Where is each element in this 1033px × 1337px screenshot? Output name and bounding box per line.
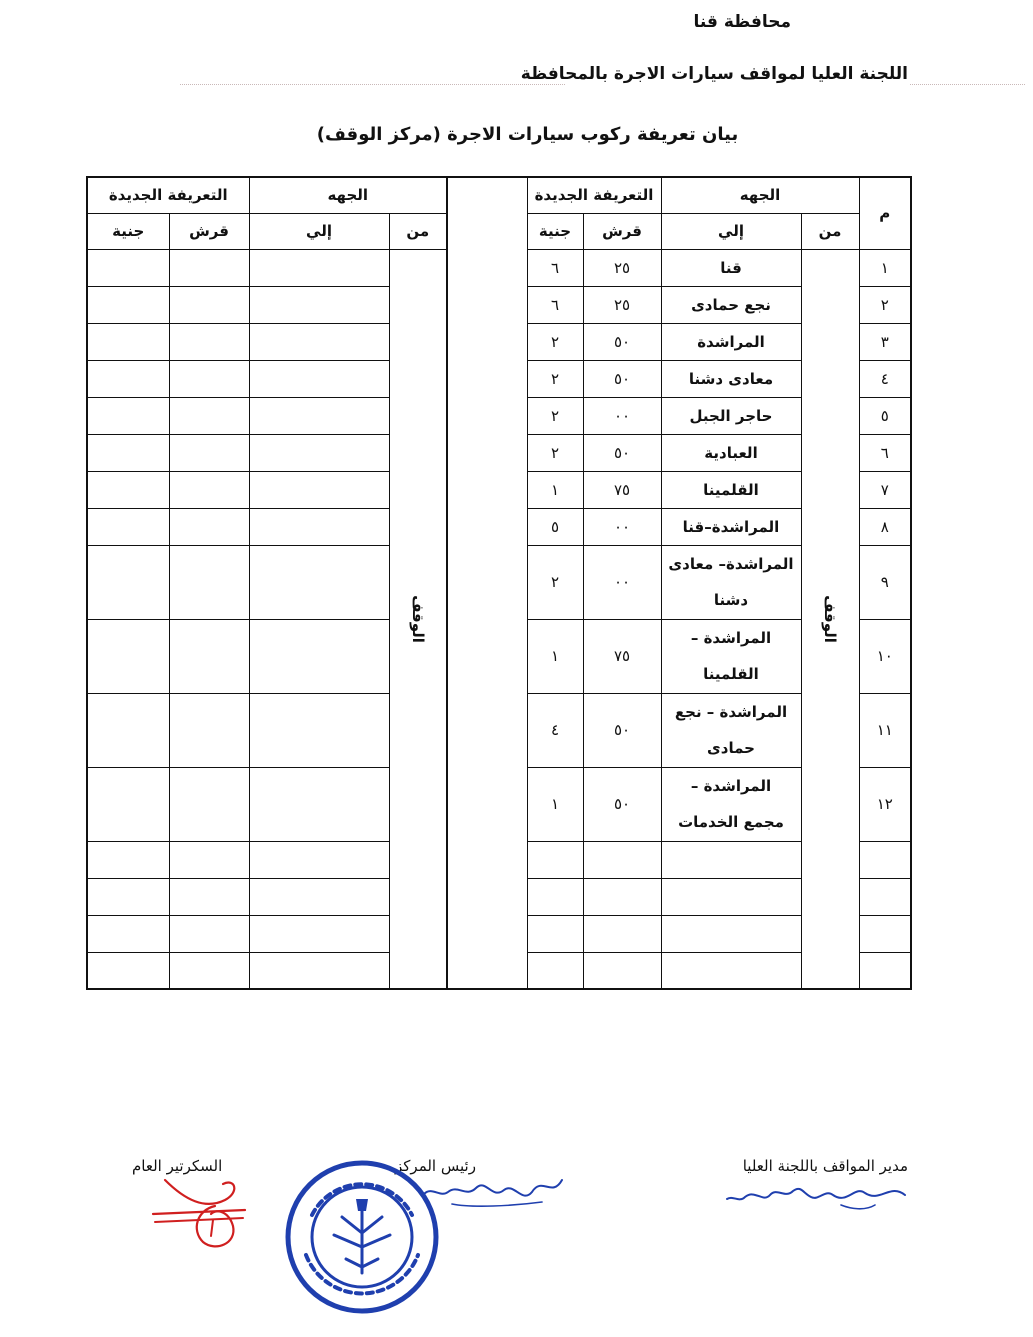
empty-cell bbox=[249, 249, 389, 286]
index-header: م bbox=[859, 177, 911, 249]
pounds-value: ٢ bbox=[527, 434, 583, 471]
empty-cell bbox=[87, 841, 169, 878]
pounds-value: ٢ bbox=[527, 397, 583, 434]
row-number: ١ bbox=[859, 249, 911, 286]
destination-line-2: دشنا bbox=[713, 591, 749, 609]
manager-signature-title: مدير المواقف باللجنة العليا bbox=[742, 1157, 908, 1175]
piasters-value: ٥٠ bbox=[583, 693, 661, 767]
pounds-header: جنية bbox=[527, 213, 583, 249]
destination-line-2: مجمع الخدمات bbox=[678, 813, 784, 831]
pounds-value: ٢ bbox=[527, 545, 583, 619]
row-number: ٩ bbox=[859, 545, 911, 619]
destination-line-1: المراشدة – bbox=[690, 629, 772, 647]
direction-header: الجهه bbox=[661, 177, 859, 213]
empty-cell bbox=[169, 767, 249, 841]
row-number: ٣ bbox=[859, 323, 911, 360]
empty-cell bbox=[249, 545, 389, 619]
piasters-value: ٢٥ bbox=[583, 249, 661, 286]
destination: المراشدة bbox=[661, 323, 801, 360]
header-divider-right bbox=[910, 84, 1025, 85]
piasters-value: ٠٠ bbox=[583, 508, 661, 545]
pounds-value: ٦ bbox=[527, 249, 583, 286]
empty-cell bbox=[249, 286, 389, 323]
piasters-header: قرش bbox=[583, 213, 661, 249]
empty-cell bbox=[859, 841, 911, 878]
empty-cell bbox=[87, 915, 169, 952]
row-number: ٨ bbox=[859, 508, 911, 545]
empty-cell bbox=[87, 397, 169, 434]
empty-cell bbox=[661, 952, 801, 989]
empty-cell bbox=[527, 878, 583, 915]
empty-cell bbox=[583, 841, 661, 878]
empty-cell bbox=[249, 471, 389, 508]
empty-cell bbox=[859, 952, 911, 989]
piasters-value: ٥٠ bbox=[583, 434, 661, 471]
pounds-value: ٢ bbox=[527, 360, 583, 397]
row-number: ٤ bbox=[859, 360, 911, 397]
piasters-value: ٢٥ bbox=[583, 286, 661, 323]
destination: قنا bbox=[661, 249, 801, 286]
destination-line-1: المراشدة – نجع bbox=[674, 703, 788, 721]
row-number: ١٢ bbox=[859, 767, 911, 841]
empty-cell bbox=[169, 693, 249, 767]
empty-cell bbox=[169, 952, 249, 989]
empty-cell bbox=[583, 878, 661, 915]
page-title: بيان تعريفة ركوب سيارات الاجرة (مركز الوقف) bbox=[316, 124, 739, 145]
empty-cell bbox=[527, 841, 583, 878]
piasters-value: ٧٥ bbox=[583, 471, 661, 508]
destination: القلمينا bbox=[661, 471, 801, 508]
empty-cell bbox=[249, 508, 389, 545]
secretary-signature bbox=[145, 1170, 255, 1255]
empty-cell bbox=[249, 323, 389, 360]
destination: حاجر الجبل bbox=[661, 397, 801, 434]
direction-header: الجهه bbox=[249, 177, 447, 213]
empty-cell bbox=[169, 471, 249, 508]
destination-line-1: المراشدة– معادى bbox=[668, 555, 794, 573]
tariff-table bbox=[446, 176, 912, 990]
destination: نجع حمادى bbox=[661, 286, 801, 323]
empty-cell bbox=[87, 545, 169, 619]
empty-tariff-table bbox=[86, 176, 448, 990]
empty-cell bbox=[249, 360, 389, 397]
empty-cell bbox=[87, 434, 169, 471]
destination-line-1: المراشدة – bbox=[690, 777, 772, 795]
empty-cell bbox=[169, 878, 249, 915]
empty-cell bbox=[169, 249, 249, 286]
empty-cell bbox=[249, 693, 389, 767]
empty-cell bbox=[527, 952, 583, 989]
pounds-value: ٤ bbox=[527, 693, 583, 767]
empty-cell bbox=[583, 952, 661, 989]
empty-cell bbox=[87, 619, 169, 693]
empty-cell bbox=[169, 323, 249, 360]
destination bbox=[661, 619, 801, 693]
piasters-value: ٥٠ bbox=[583, 323, 661, 360]
empty-cell bbox=[87, 767, 169, 841]
new-tariff-header: التعريفة الجديدة bbox=[87, 177, 249, 213]
origin-label: الوقف bbox=[821, 594, 839, 643]
piasters-value: ٧٥ bbox=[583, 619, 661, 693]
secretary-signature-title: السكرتير العام bbox=[132, 1157, 223, 1175]
empty-cell bbox=[87, 323, 169, 360]
empty-cell bbox=[87, 693, 169, 767]
manager-signature bbox=[715, 1175, 915, 1220]
empty-cell bbox=[87, 508, 169, 545]
pounds-value: ٦ bbox=[527, 286, 583, 323]
empty-cell bbox=[169, 360, 249, 397]
pounds-value: ١ bbox=[527, 619, 583, 693]
pounds-value: ١ bbox=[527, 767, 583, 841]
empty-cell bbox=[661, 841, 801, 878]
empty-cell bbox=[249, 397, 389, 434]
empty-cell bbox=[87, 360, 169, 397]
piasters-header: قرش bbox=[169, 213, 249, 249]
row-number: ١٠ bbox=[859, 619, 911, 693]
row-number: ٢ bbox=[859, 286, 911, 323]
piasters-value: ٠٠ bbox=[583, 545, 661, 619]
origin-label: الوقف bbox=[408, 594, 427, 643]
center-head-signature-title: رئيس المركز bbox=[395, 1157, 476, 1175]
empty-cell bbox=[87, 286, 169, 323]
piasters-value: ٥٠ bbox=[583, 360, 661, 397]
destination bbox=[661, 545, 801, 619]
empty-cell bbox=[169, 915, 249, 952]
empty-cell bbox=[249, 767, 389, 841]
piasters-value: ٠٠ bbox=[583, 397, 661, 434]
empty-cell bbox=[249, 841, 389, 878]
empty-cell bbox=[169, 397, 249, 434]
empty-cell bbox=[87, 249, 169, 286]
to-header: إلي bbox=[249, 213, 389, 249]
table-row bbox=[87, 249, 447, 286]
empty-cell bbox=[169, 286, 249, 323]
destination: المراشدة–قنا bbox=[661, 508, 801, 545]
empty-cell bbox=[661, 915, 801, 952]
empty-cell bbox=[87, 471, 169, 508]
spacer-column bbox=[447, 177, 527, 989]
empty-cell bbox=[169, 619, 249, 693]
pounds-value: ٥ bbox=[527, 508, 583, 545]
to-header: إلي bbox=[661, 213, 801, 249]
empty-cell bbox=[169, 434, 249, 471]
from-header: من bbox=[389, 213, 447, 249]
from-header: من bbox=[801, 213, 859, 249]
pounds-value: ٢ bbox=[527, 323, 583, 360]
empty-cell bbox=[249, 915, 389, 952]
pounds-value: ١ bbox=[527, 471, 583, 508]
empty-cell bbox=[87, 878, 169, 915]
committee-heading: اللجنة العليا لمواقف سيارات الاجرة بالمحافظة bbox=[520, 64, 908, 84]
empty-cell bbox=[249, 434, 389, 471]
destination bbox=[661, 767, 801, 841]
empty-cell bbox=[583, 915, 661, 952]
official-seal bbox=[282, 1155, 447, 1315]
destination-line-2: القلمينا bbox=[703, 665, 759, 683]
empty-cell bbox=[859, 915, 911, 952]
header-divider bbox=[180, 84, 565, 85]
empty-cell bbox=[87, 952, 169, 989]
empty-cell bbox=[169, 545, 249, 619]
origin-cell bbox=[801, 249, 859, 989]
row-number: ١١ bbox=[859, 693, 911, 767]
destination bbox=[661, 693, 801, 767]
empty-cell bbox=[169, 841, 249, 878]
empty-cell bbox=[249, 878, 389, 915]
new-tariff-header: التعريفة الجديدة bbox=[527, 177, 661, 213]
empty-cell bbox=[249, 952, 389, 989]
row-number: ٦ bbox=[859, 434, 911, 471]
destination: معادى دشنا bbox=[661, 360, 801, 397]
empty-cell bbox=[249, 619, 389, 693]
row-number: ٥ bbox=[859, 397, 911, 434]
destination-line-2: حمادى bbox=[707, 739, 755, 757]
destination: العبادية bbox=[661, 434, 801, 471]
governorate-heading: محافظة قنا bbox=[693, 12, 791, 32]
row-number: ٧ bbox=[859, 471, 911, 508]
origin-cell bbox=[389, 249, 447, 989]
piasters-value: ٥٠ bbox=[583, 767, 661, 841]
empty-cell bbox=[859, 878, 911, 915]
empty-cell bbox=[527, 915, 583, 952]
pounds-header: جنية bbox=[87, 213, 169, 249]
empty-cell bbox=[169, 508, 249, 545]
empty-cell bbox=[661, 878, 801, 915]
